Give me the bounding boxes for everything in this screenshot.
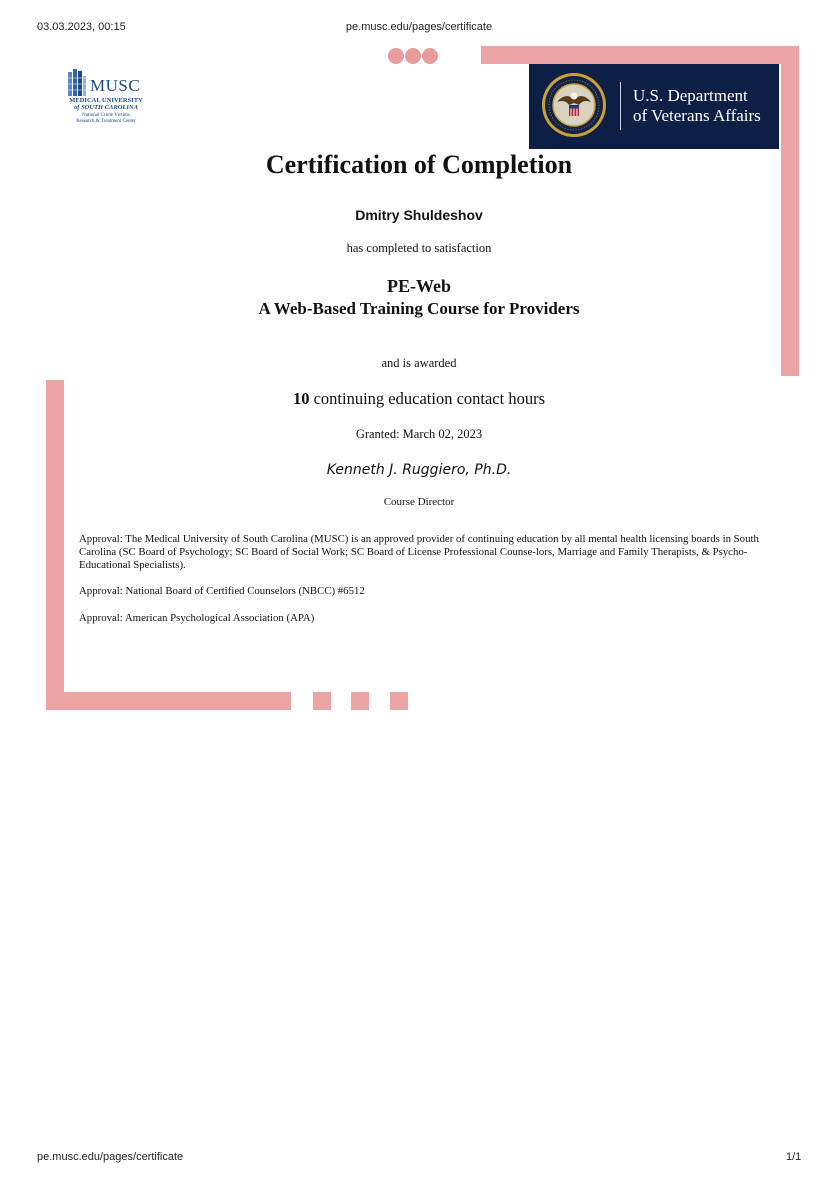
completed-text: has completed to satisfaction (346, 241, 492, 255)
va-logo (529, 64, 779, 149)
va-divider (620, 82, 621, 130)
decor-dot (388, 48, 404, 64)
recipient-name: Dmitry Shuldeshov (355, 207, 483, 223)
frame-bottom-bar (46, 692, 291, 710)
musc-logo-line1: MEDICAL UNIVERSITY (69, 97, 143, 104)
contact-hours (0, 389, 838, 409)
signer-role: Course Director (383, 496, 455, 508)
awarded-text: and is awarded (381, 356, 457, 370)
approval-musc: Approval: The Medical University of South Carolina (MUSC) is an approved provider of continuing education by all mental health licensing boards in South Carolina (SC Board of Psychology; SC Board of Social Work; SC Board of License Professional Counse-lors, Marriage and Family Therapists, & Psycho-Educational Specialists). (79, 533, 759, 571)
musc-building-icon (66, 68, 88, 98)
print-footer-page-number: 1/1 (786, 1151, 802, 1163)
musc-logo (64, 66, 154, 130)
musc-wordmark: MUSC (90, 76, 141, 95)
decor-dot (422, 48, 438, 64)
hours-value: 10 (292, 389, 310, 408)
print-header-datetime: 03.03.2023, 00:15 (37, 21, 126, 33)
print-footer-url: pe.musc.edu/pages/certificate (37, 1151, 184, 1163)
decor-square (390, 692, 408, 710)
hours-text: continuing education contact hours (313, 389, 546, 408)
print-header-url: pe.musc.edu/pages/certificate (345, 21, 493, 33)
approval-apa: Approval: American Psychological Association (APA) (79, 612, 315, 624)
musc-logo-line4: Research & Treatment Center (76, 119, 136, 124)
va-seal-icon (541, 72, 607, 138)
va-logo-line2: of Veterans Affairs (633, 106, 761, 125)
frame-top-bar (481, 46, 799, 64)
va-logo-line1: U.S. Department (633, 86, 748, 105)
course-subtitle: A Web-Based Training Course for Providers (258, 299, 580, 318)
musc-logo-line2: of SOUTH CAROLINA (74, 104, 138, 111)
decor-square (313, 692, 331, 710)
approval-nbcc: Approval: National Board of Certified Counselors (NBCC) #6512 (79, 585, 365, 597)
certificate-title: Certification of Completion (265, 150, 573, 179)
course-name: PE-Web (386, 276, 451, 296)
signer-name: Kenneth J. Ruggiero, Ph.D. (326, 462, 512, 478)
decor-dot (405, 48, 421, 64)
granted-date: Granted: March 02, 2023 (355, 427, 483, 441)
decor-square (351, 692, 369, 710)
musc-logo-line3: National Crime Victims (82, 113, 130, 118)
